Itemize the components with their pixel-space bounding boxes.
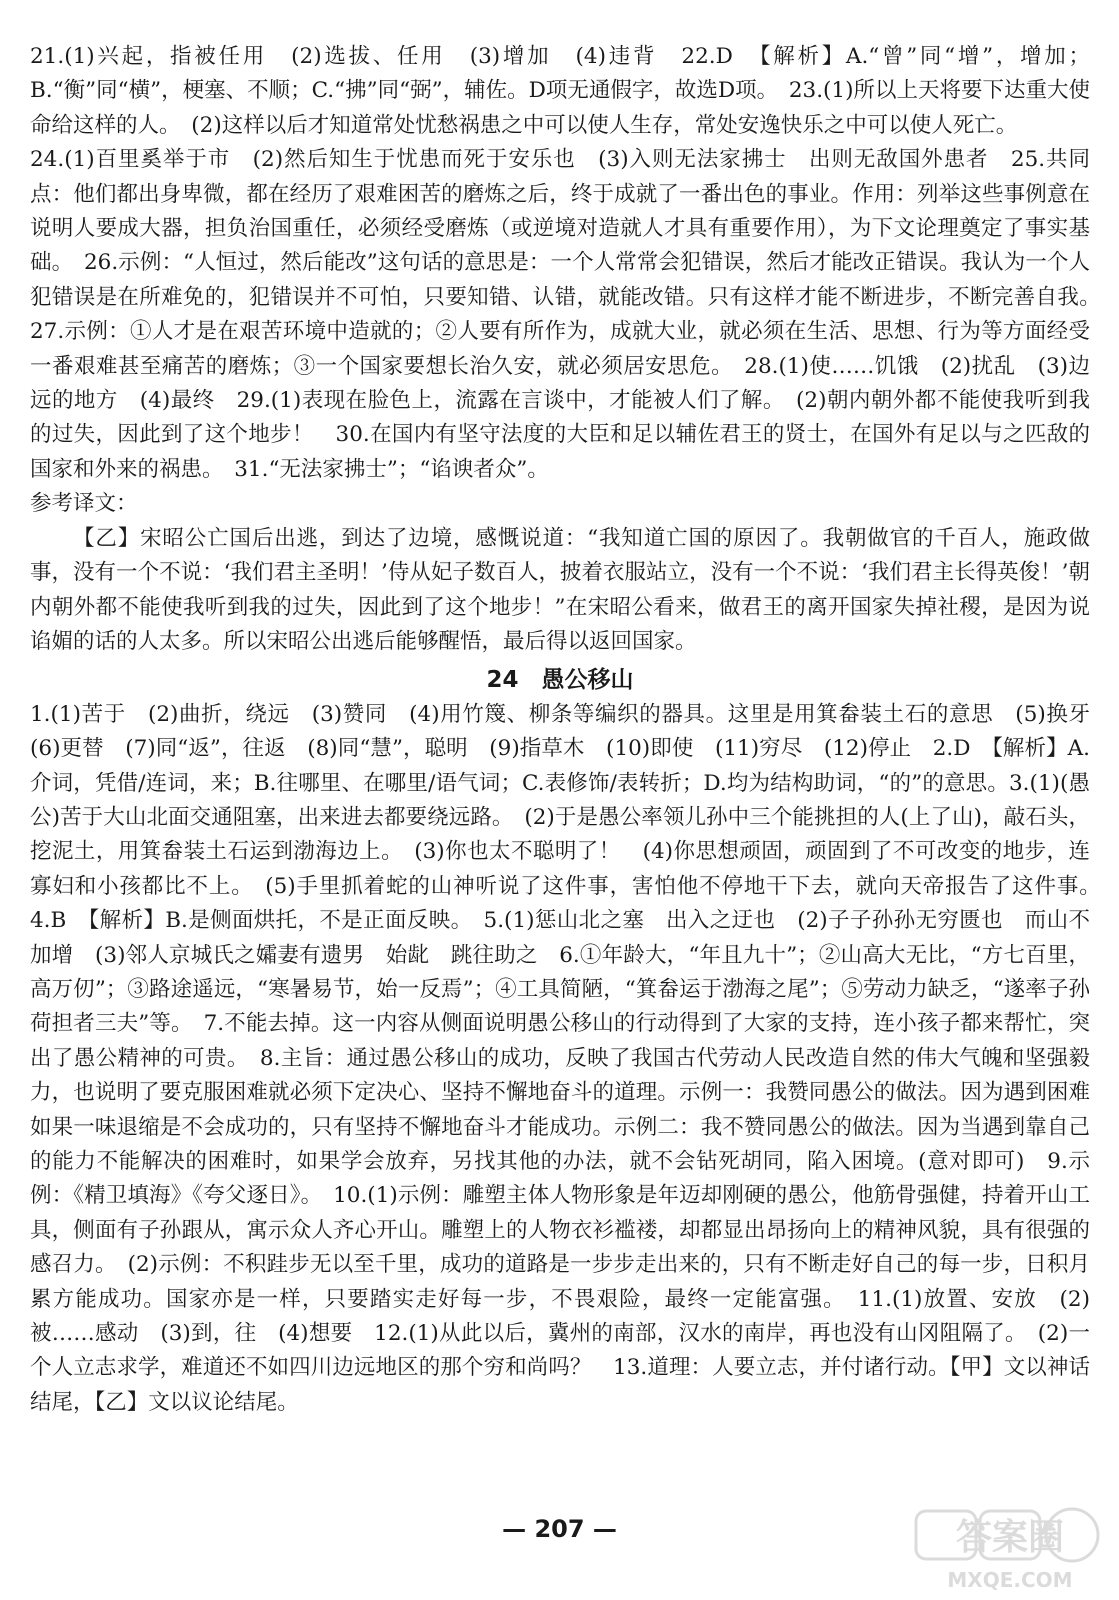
translation-text: 【乙】宋昭公亡国后出逃，到达了边境，感慨说道：“我知道亡国的原因了。我朝做官的千百人，施政做事，没有一个不说：‘我们君主圣明！’侍从妃子数百人，披着衣服站立，没有一个不说：‘我们君主长得英俊！’朝内朝外都不能使我听到我的过失，因此到了这个地步！”在宋昭公看来，做君王的离开国家失掉社稷，是因为说谄媚的话的人太多。所以宋昭公出逃后能够醒悟，最后得以返回国家。 — [30, 525, 1090, 654]
watermark-text-en: MXQE.COM — [947, 1568, 1073, 1592]
section-24-answers: 1.(1)苦于 (2)曲折，绕远 (3)赞同 (4)用竹篾、柳条等编织的器具。这里是用箕畚装土石的意思 (5)换牙 (6)更替 (7)同“返”，往返 (8)同“慧”，聪明 (9)指草木 (10)即使 (11)穷尽 (12)停止 2.D 【解析】A.介词，凭借/连词，来；B.往哪里、在哪里/语气词；C.表修饰/表转折；D.均为结构助词，“的”的意思。3.(1)(愚公)苦于大山北面交通阻塞，出来进去都要绕远路。 (2)于是愚公率领儿孙中三个能挑担的人(上了山)，敲石头，挖泥土，用箕畚装土石运到渤海边上。 (3)你也太不聪明了！ (4)你思想顽固，顽固到了不可改变的地步，连寡妇和小孩都比不上。 (5)手里抓着蛇的山神听说了这件事，害怕他不停地干下去，就向天帝报告了这件事。 4.B 【解析】B.是侧面烘托，不是正面反映。 5.(1)惩山北之塞 出入之迂也 (2)子子孙孙无穷匮也 而山不加增 (3)邻人京城氏之孀妻有遗男 始龀 跳往助之 6.①年龄大，“年且九十”；②山高大无比，“方七百里，高万仞”；③路途遥远，“寒暑易节，始一反焉”；④工具简陋，“箕畚运于渤海之尾”；⑤劳动力缺乏，“遂率子孙荷担者三夫”等。 7.不能去掉。这一内容从侧面说明愚公移山的行动得到了大家的支持，连小孩子都来帮忙，突出了愚公精神的可贵。 8.主旨：通过愚公移山的成功，反映了我国古代劳动人民改造自然的伟大气魄和坚强毅力，也说明了要克服困难就必须下定决心、坚持不懈地奋斗的道理。示例一：我赞同愚公的做法。因为遇到困难如果一味退缩是不会成功的，只有坚持不懈地奋斗才能成功。示例二：我不赞同愚公的做法。因为当遇到靠自己的能力不能解决的困难时，如果学会放弃，另找其他的办法，就不会钻死胡同，陷入困境。(意对即可) 9.示例：《精卫填海》《夸父逐日》。 10.(1)示例：雕塑主体人物形象是年迈却刚硬的愚公，他筋骨强健，持着开山工具，侧面有子孙跟从，寓示众人齐心开山。雕塑上的人物衣衫褴褛，却都显出昂扬向上的精神风貌，具有很强的感召力。 (2)示例：不积跬步无以至千里，成功的道路是一步步走出来的，只有不断走好自己的每一步，日积月累方能成功。国家亦是一样，只要踏实走好每一步，不畏艰险，最终一定能富强。 11.(1)放置、安放 (2)被……感动 (3)到，往 (4)想要 12.(1)从此以后，冀州的南部，汉水的南岸，再也没有山冈阻隔了。 (2)一个人立志求学，难道还不如四川边远地区的那个穷和尚吗？ 13.道理：人要立志，并付诸行动。【甲】文以神话结尾，【乙】文以议论结尾。 — [30, 701, 1112, 1415]
answers-23-block: 21.(1)兴起，指被任用 (2)选拔、任用 (3)增加 (4)违背 22.D 【解析】A.“曾”同“增”，增加；B.“衡”同“横”，梗塞、不顺；C.“拂”同“弼”，辅佐。D项无通假字，故选D项。 23.(1)所以上天将要下达重大使命给这样的人。 (2)这样以后才知道常处忧愁祸患之中可以使人生存，常处安逸快乐之中可以使人死亡。 — [30, 44, 1090, 138]
page-number: — 207 — — [502, 1515, 617, 1543]
answer-content — [30, 40, 1112, 1420]
watermark-text-cn: 答案圈 — [955, 1517, 1065, 1558]
answers-23-block-continued: 24.(1)百里奚举于市 (2)然后知生于忧患而死于安乐也 (3)入则无法家拂士 出则无敌国外患者 25.共同点：他们都出身卑微，都在经历了艰难困苦的磨炼之后，终于成就了一番出色的事业。作用：列举这些事例意在说明人要成大器，担负治国重任，必须经受磨炼（或逆境对造就人才具有重要作用），为下文论理奠定了事实基础。 26.示例：“人恒过，然后能改”这句话的意思是：一个人常常会犯错误，然后才能改正错误。我认为一个人犯错误是在所难免的，犯错误并不可怕，只要知错、认错，就能改错。只有这样才能不断进步，不断完善自我。 27.示例：①人才是在艰苦环境中造就的；②人要有所作为，成就大业，就必须在生活、思想、行为等方面经受一番艰难甚至痛苦的磨炼；③一个国家要想长治久安，就必须居安思危。 28.(1)使……饥饿 (2)扰乱 (3)边远的地方 (4)最终 29.(1)表现在脸色上，流露在言谈中，才能被人们了解。 (2)朝内朝外都不能使我听到我的过失，因此到了这个地步！ 30.在国内有坚守法度的大臣和足以辅佐君王的贤士，在国外有足以与之匹敌的国家和外来的祸患。 31.“无法家拂士”；“谄谀者众”。 — [30, 147, 1112, 482]
section-title: 24 愚公移山 — [486, 667, 634, 694]
translation-heading: 参考译文： — [30, 491, 138, 517]
